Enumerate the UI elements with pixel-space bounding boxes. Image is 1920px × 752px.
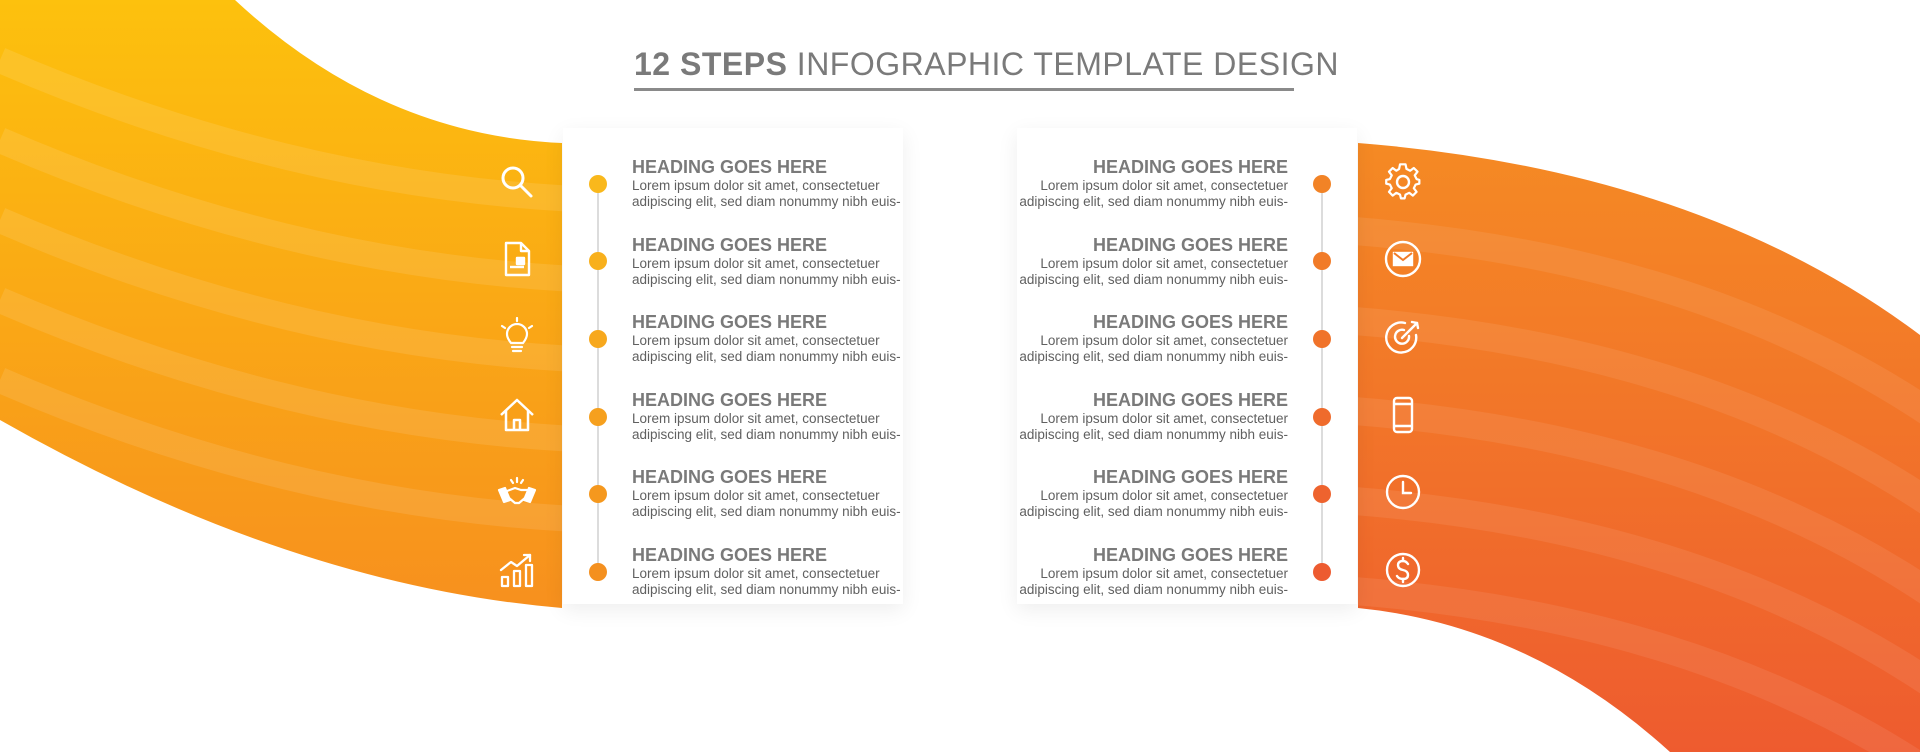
left-step-4 <box>632 390 952 442</box>
title-rest: INFOGRAPHIC TEMPLATE DESIGN <box>796 46 1339 82</box>
right-step-3 <box>968 312 1288 364</box>
right-step-4 <box>968 390 1288 442</box>
step-desc-line1: Lorem ipsum dolor sit amet, consectetuer <box>1040 488 1288 503</box>
step-desc-line1: Lorem ipsum dolor sit amet, consectetuer <box>632 178 880 193</box>
lightbulb-icon <box>497 317 537 357</box>
target-icon <box>1383 317 1423 357</box>
right-step-5-dot <box>1313 485 1331 503</box>
step-desc-line1: Lorem ipsum dolor sit amet, consectetuer <box>1040 178 1288 193</box>
right-step-6 <box>968 545 1288 597</box>
step-heading: HEADING GOES HERE <box>1092 235 1288 255</box>
dollar-icon <box>1383 550 1423 590</box>
step-heading: HEADING GOES HERE <box>632 390 828 410</box>
right-step-3-dot <box>1313 330 1331 348</box>
step-heading: HEADING GOES HERE <box>1092 312 1288 332</box>
left-step-1-dot <box>589 175 607 193</box>
step-desc-line2: adipiscing elit, sed diam nonummy nibh euis- <box>1019 504 1288 519</box>
left-step-4-dot <box>589 408 607 426</box>
search-icon <box>497 162 537 202</box>
step-desc-line1: Lorem ipsum dolor sit amet, consectetuer <box>632 488 880 503</box>
step-desc-line2: adipiscing elit, sed diam nonummy nibh euis- <box>632 582 901 597</box>
right-step-5 <box>968 467 1288 519</box>
right-step-4-dot <box>1313 408 1331 426</box>
right-timeline <box>1321 185 1323 573</box>
growth-chart-icon <box>497 550 537 590</box>
left-band <box>0 0 600 608</box>
step-heading: HEADING GOES HERE <box>1092 157 1288 177</box>
right-step-1 <box>968 157 1288 209</box>
step-heading: HEADING GOES HERE <box>632 235 828 255</box>
step-desc-line2: adipiscing elit, sed diam nonummy nibh euis- <box>632 272 901 287</box>
step-desc-line1: Lorem ipsum dolor sit amet, consectetuer <box>1040 256 1288 271</box>
mail-icon <box>1383 239 1423 279</box>
step-heading: HEADING GOES HERE <box>632 312 828 332</box>
step-heading: HEADING GOES HERE <box>632 545 828 565</box>
step-desc-line2: adipiscing elit, sed diam nonummy nibh euis- <box>1019 582 1288 597</box>
title-bold: 12 STEPS <box>634 46 788 82</box>
step-desc-line2: adipiscing elit, sed diam nonummy nibh euis- <box>632 504 901 519</box>
step-desc-line2: adipiscing elit, sed diam nonummy nibh euis- <box>632 349 901 364</box>
step-heading: HEADING GOES HERE <box>1092 467 1288 487</box>
step-desc-line1: Lorem ipsum dolor sit amet, consectetuer <box>632 411 880 426</box>
home-icon <box>497 395 537 435</box>
left-step-2 <box>632 235 952 287</box>
gear-icon <box>1383 162 1423 202</box>
right-step-6-dot <box>1313 563 1331 581</box>
handshake-icon <box>497 472 537 512</box>
step-heading: HEADING GOES HERE <box>1092 390 1288 410</box>
step-heading: HEADING GOES HERE <box>1092 545 1288 565</box>
right-step-2-dot <box>1313 252 1331 270</box>
step-desc-line1: Lorem ipsum dolor sit amet, consectetuer <box>632 333 880 348</box>
left-step-6 <box>632 545 952 597</box>
step-heading: HEADING GOES HERE <box>632 157 828 177</box>
left-step-3 <box>632 312 952 364</box>
right-band <box>1340 143 1920 752</box>
right-step-2 <box>968 235 1288 287</box>
page-title <box>634 46 1339 83</box>
left-step-3-dot <box>589 330 607 348</box>
left-timeline <box>597 185 599 573</box>
step-desc-line1: Lorem ipsum dolor sit amet, consectetuer <box>632 566 880 581</box>
left-step-6-dot <box>589 563 607 581</box>
step-heading: HEADING GOES HERE <box>632 467 828 487</box>
step-desc-line1: Lorem ipsum dolor sit amet, consectetuer <box>1040 411 1288 426</box>
step-desc-line1: Lorem ipsum dolor sit amet, consectetuer <box>632 256 880 271</box>
left-step-2-dot <box>589 252 607 270</box>
step-desc-line2: adipiscing elit, sed diam nonummy nibh euis- <box>1019 272 1288 287</box>
step-desc-line2: adipiscing elit, sed diam nonummy nibh euis- <box>1019 427 1288 442</box>
left-step-5 <box>632 467 952 519</box>
title-underline <box>634 88 1294 91</box>
step-desc-line2: adipiscing elit, sed diam nonummy nibh euis- <box>632 427 901 442</box>
step-desc-line1: Lorem ipsum dolor sit amet, consectetuer <box>1040 566 1288 581</box>
smartphone-icon <box>1383 395 1423 435</box>
step-desc-line1: Lorem ipsum dolor sit amet, consectetuer <box>1040 333 1288 348</box>
document-icon <box>497 239 537 279</box>
step-desc-line2: adipiscing elit, sed diam nonummy nibh euis- <box>632 194 901 209</box>
step-desc-line2: adipiscing elit, sed diam nonummy nibh euis- <box>1019 194 1288 209</box>
left-step-1 <box>632 157 952 209</box>
step-desc-line2: adipiscing elit, sed diam nonummy nibh euis- <box>1019 349 1288 364</box>
left-step-5-dot <box>589 485 607 503</box>
clock-icon <box>1383 472 1423 512</box>
right-step-1-dot <box>1313 175 1331 193</box>
